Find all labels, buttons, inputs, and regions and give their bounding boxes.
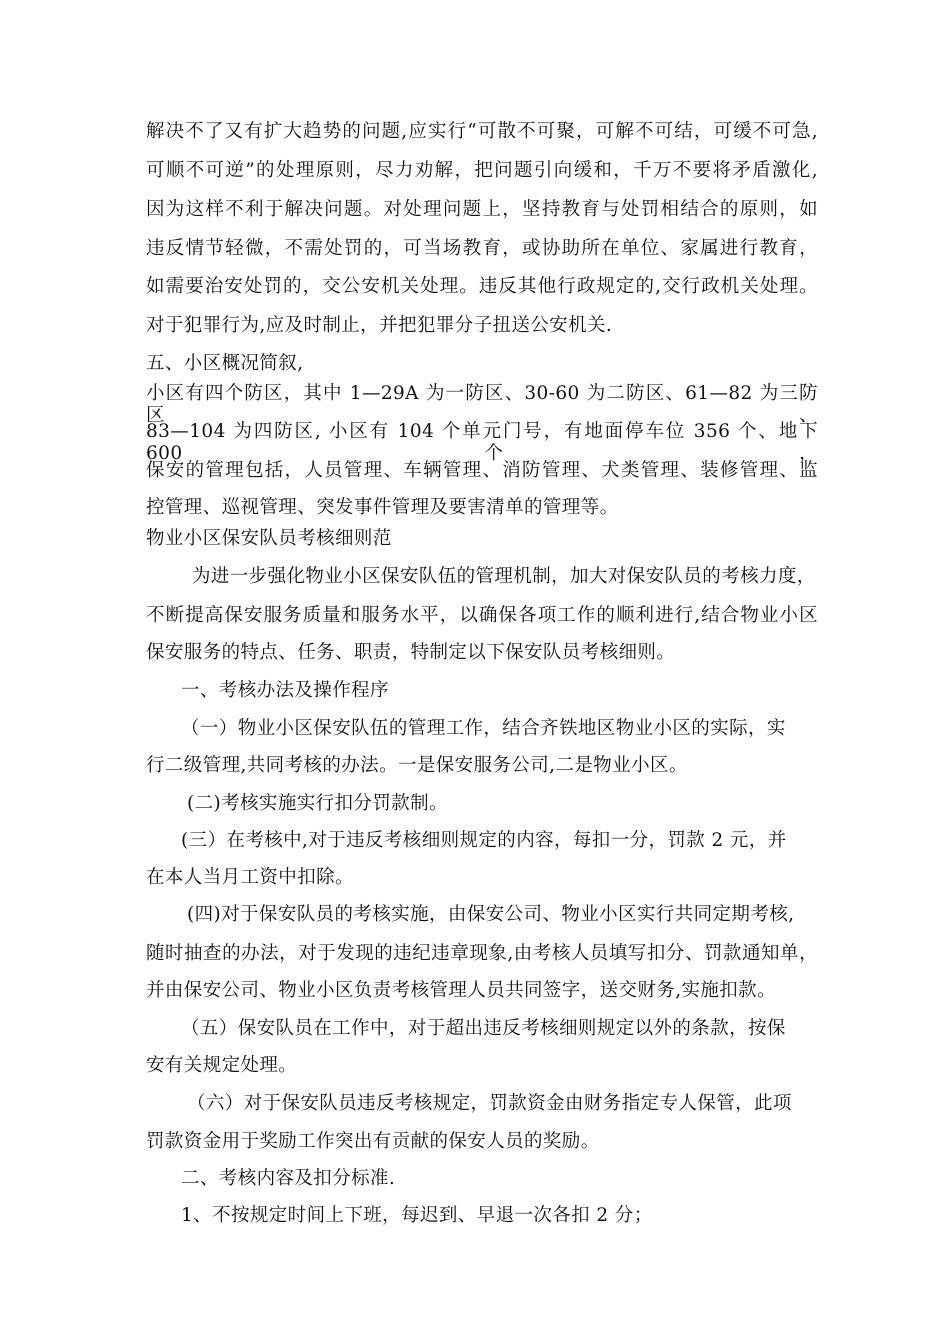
document-title: 物业小区保安队员考核细则范 [146, 528, 392, 549]
text-line: 并由保安公司、物业小区负责考核管理人员共同签字，送交财务,实施扣款。 [146, 980, 776, 1001]
text-line: 安有关规定处理。 [146, 1055, 298, 1076]
text-line: 1、不按规定时间上下班，每迟到、早退一次各扣 2 分； [181, 1205, 653, 1226]
text-line: 83—104 为四防区, 小区有 104 个单元门号，有地面停车位 356 个、地下 600 个， [146, 421, 818, 464]
text-line: 为进一步强化物业小区保安队伍的管理机制，加大对保安队员的考核力度， [192, 566, 816, 587]
text-line: 保安的管理包括，人员管理、车辆管理、消防管理、犬类管理、装修管理、监 [146, 460, 818, 481]
text-line: 可顺不可逆”的处理原则，尽力劝解，把问题引向缓和，千万不要将矛盾激化, [146, 160, 818, 181]
text-line: 因为这样不利于解决问题。对处理问题上，坚持教育与处罚相结合的原则，如 [146, 199, 818, 220]
section-heading: 二、考核内容及扣分标准. [181, 1168, 396, 1189]
section-heading: 一、考核办法及操作程序 [181, 680, 389, 701]
text-line: 行二级管理,共同考核的办法。一是保安服务公司,二是物业小区。 [146, 755, 688, 776]
text-line: (三）在考核中,对于违反考核细则规定的内容，每扣一分，罚款 2 元，并 [181, 830, 787, 851]
text-line: (二)考核实施实行扣分罚款制。 [187, 793, 448, 814]
text-line: 在本人当月工资中扣除。 [146, 867, 354, 888]
text-line: (四)对于保安队员的考核实施，由保安公司、物业小区实行共同定期考核, [187, 904, 795, 925]
text-line: 随时抽查的办法，对于发现的违纪违章现象,由考核人员填写扣分、罚款通知单， [146, 943, 818, 964]
text-line: 保安服务的特点、任务、职责，特制定以下保安队员考核细则。 [146, 642, 676, 663]
text-line: 罚款资金用于奖励工作突出有贡献的保安人员的奖励。 [146, 1131, 600, 1152]
text-line: 控管理、巡视管理、突发事件管理及要害清单的管理等。 [146, 497, 619, 518]
text-line: （一）物业小区保安队伍的管理工作，结合齐铁地区物业小区的实际，实 [181, 718, 786, 739]
text-line: （六）对于保安队员违反考核规定，罚款资金由财务指定专人保管，此项 [187, 1093, 792, 1114]
section-heading: 五、小区概况简叙, [146, 353, 304, 374]
text-line: 小区有四个防区，其中 1—29A 为一防区、30-60 为二防区、61—82 为三防区、 [146, 383, 818, 426]
text-line: 解决不了又有扩大趋势的问题,应实行“可散不可聚，可解不可结，可缓不可急, [146, 121, 818, 142]
text-line: （五）保安队员在工作中，对于超出违反考核细则规定以外的条款，按保 [181, 1018, 786, 1039]
text-line: 如需要治安处罚的，交公安机关处理。违反其他行政规定的,交行政机关处理。 [146, 276, 818, 297]
text-line: 对于犯罪行为,应及时制止，并把犯罪分子扭送公安机关. [146, 315, 613, 336]
text-line: 违反情节轻微，不需处罚的，可当场教育，或协助所在单位、家属进行教育， [146, 238, 818, 259]
text-line: 不断提高保安服务质量和服务水平，以确保各项工作的顺利进行,结合物业小区 [146, 605, 818, 626]
